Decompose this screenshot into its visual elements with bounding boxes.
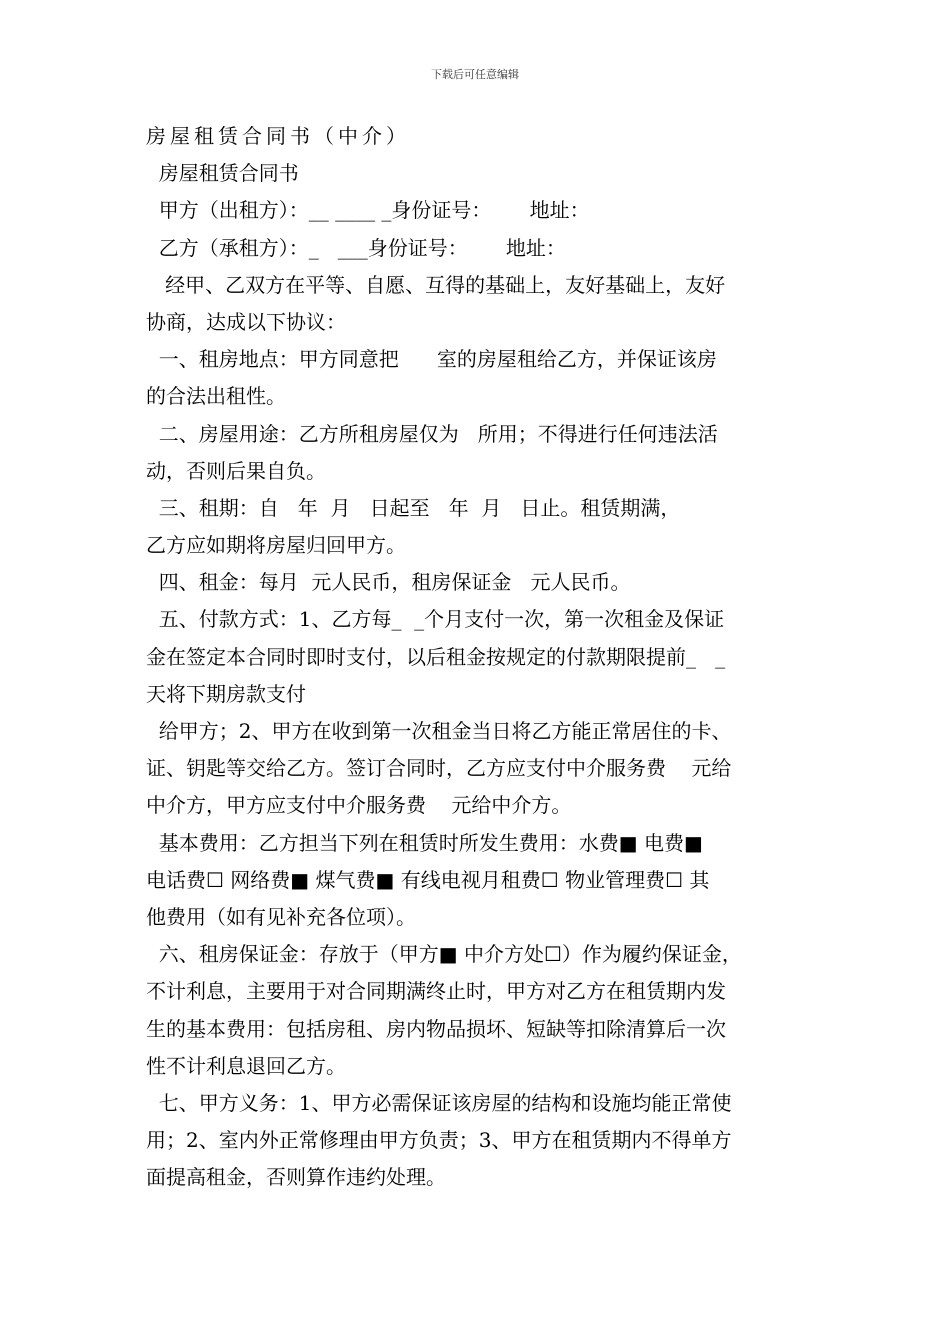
clause-6-line-4: 性不计利息退回乙方。: [146, 1053, 346, 1078]
clause-1-line-2: 的合法出租性。: [146, 384, 286, 409]
clause-5-line-1: 五、付款方式：1、乙方每_ _个月支付一次，第一次租金及保证: [146, 607, 725, 632]
clause-5-line-6: 中介方，甲方应支付中介服务费 元给中介方。: [146, 793, 572, 818]
preamble-line-2: 协商，达成以下协议：: [146, 309, 346, 334]
document-title: 房屋租赁合同书（中介）: [146, 124, 410, 148]
clause-7-line-2: 用；2、室内外正常修理由甲方负责；3、甲方在租赁期内不得单方: [146, 1128, 732, 1153]
clause-7-line-3: 面提高租金，否则算作违约处理。: [146, 1165, 446, 1190]
clause-6-line-3: 生的基本费用：包括房租、房内物品损坏、短缺等扣除清算后一次: [146, 1016, 726, 1041]
clause-7-line-1: 七、甲方义务：1、甲方必需保证该房屋的结构和设施均能正常使: [146, 1090, 732, 1115]
clause-2-line-1: 二、房屋用途：乙方所租房屋仅为 所用；不得进行任何违法活: [146, 421, 718, 446]
party-a-line: 甲方（出租方）：__ ____ _身份证号： 地址：: [146, 198, 590, 223]
basic-fees-line-1: 基本费用：乙方担当下列在租赁时所发生费用：水费■ 电费■: [146, 830, 703, 855]
clause-3-line-2: 乙方应如期将房屋归回甲方。: [146, 533, 406, 558]
basic-fees-line-3: 他费用（如有见补充各位项）。: [146, 904, 416, 929]
document-subtitle: 房屋租赁合同书: [146, 161, 299, 186]
clause-5-line-5: 证、钥匙等交给乙方。签订合同时，乙方应支付中介服务费 元给: [146, 756, 732, 781]
clause-2-line-2: 动，否则后果自负。: [146, 458, 326, 483]
page-header-note: 下载后可任意编辑: [431, 68, 519, 81]
clause-5-line-3: 天将下期房款支付: [146, 681, 306, 706]
clause-3-line-1: 三、租期：自 年 月 日起至 年 月 日止。租赁期满，: [146, 495, 681, 520]
clause-5-line-4: 给甲方；2、甲方在收到第一次租金当日将乙方能正常居住的卡、: [146, 719, 732, 743]
clause-4-line-1: 四、租金：每月 元人民币，租房保证金 元人民币。: [146, 570, 631, 595]
party-b-line: 乙方（承租方）：_ ___身份证号： 地址：: [146, 235, 566, 260]
basic-fees-line-2: 电话费☐ 网络费■ 煤气费■ 有线电视月租费☐ 物业管理费☐ 其: [146, 867, 710, 892]
clause-5-line-2: 金在签定本合同时即时支付，以后租金按规定的付款期限提前_ _: [146, 644, 726, 669]
clause-1-line-1: 一、租房地点：甲方同意把 室的房屋租给乙方，并保证该房: [146, 347, 717, 372]
clause-6-line-2: 不计利息，主要用于对合同期满终止时，甲方对乙方在租赁期内发: [146, 979, 726, 1004]
contract-body: [146, 118, 812, 1196]
preamble-line-1: 经甲、乙双方在平等、自愿、互得的基础上，友好基础上，友好: [146, 272, 726, 297]
clause-6-line-1: 六、租房保证金：存放于（甲方■ 中介方处☐）作为履约保证金，: [146, 942, 742, 967]
